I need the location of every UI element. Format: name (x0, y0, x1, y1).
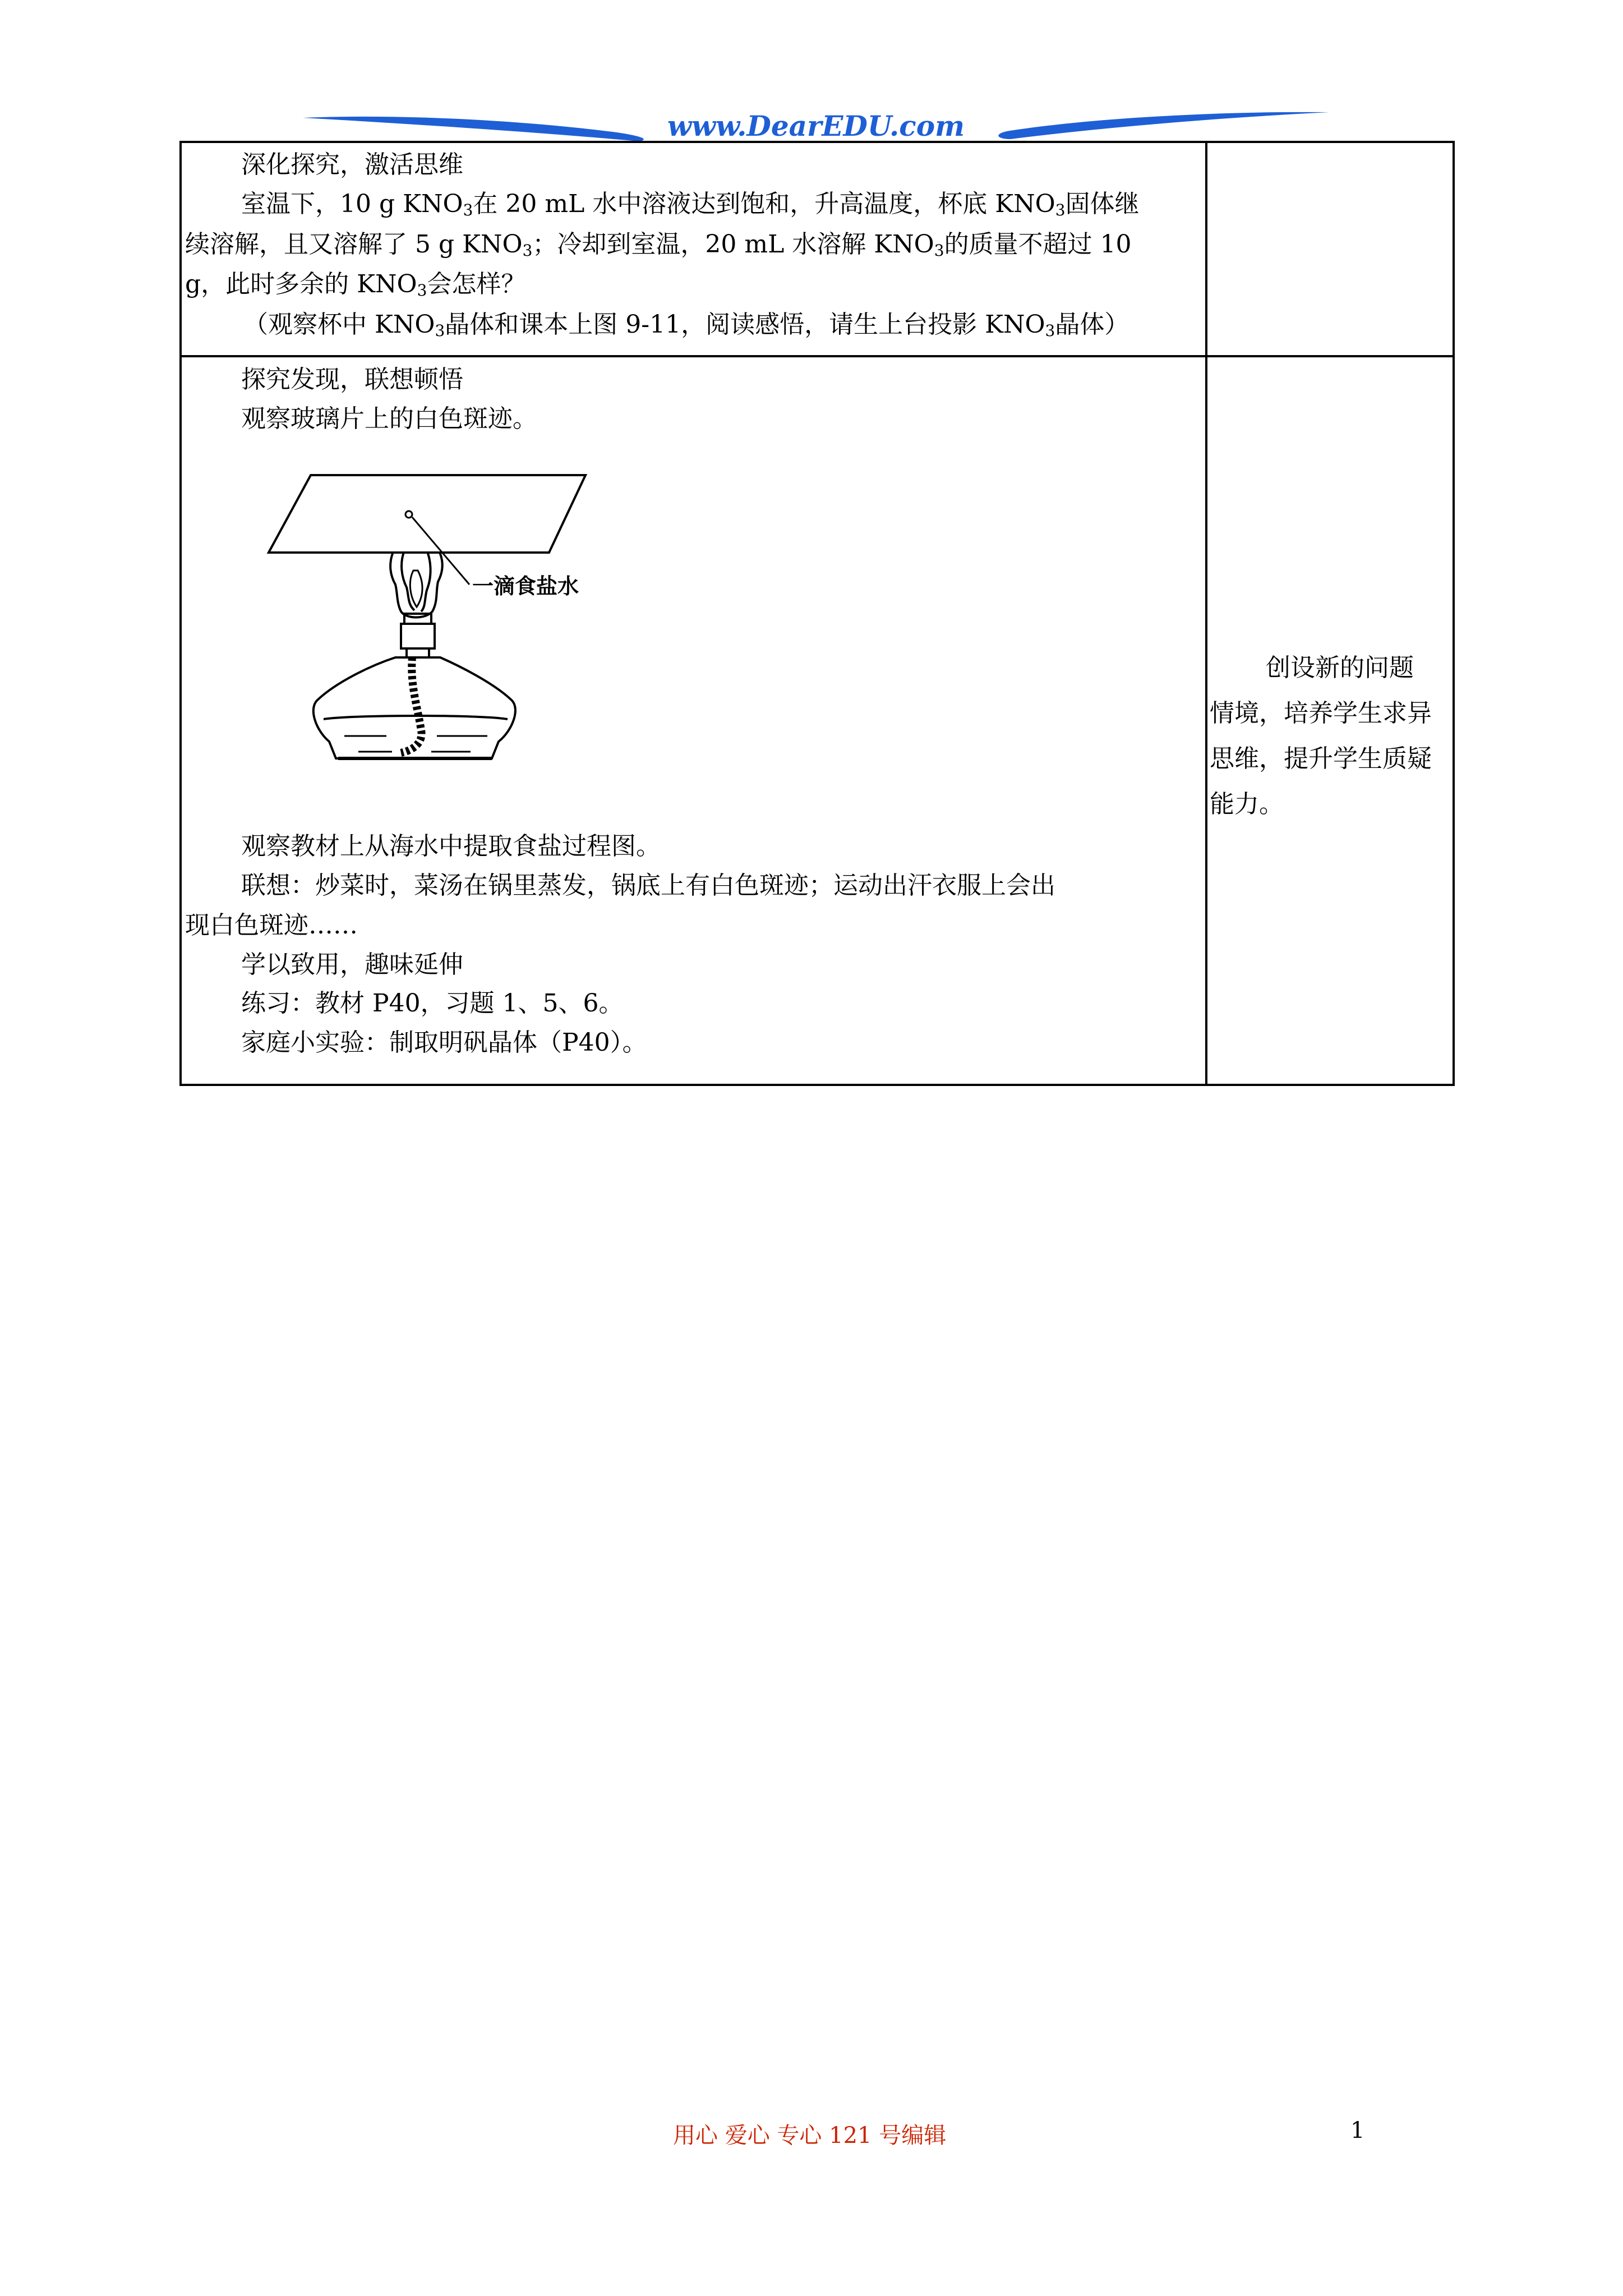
row2-content-cell (181, 356, 1206, 1085)
figure-label: 一滴食盐水 (472, 574, 579, 599)
note-line-4: 能力。 (1210, 790, 1284, 818)
row2-line-6: 学以致用，趣味延伸 (241, 950, 463, 979)
row1-line-3: 续溶解，且又溶解了 5 g $KNO_3$；冷却到室温，20 mL 水溶解 $KNO_3$的质量不超过 10 (185, 230, 1132, 260)
row2-line-4: 联想：炒菜时，菜汤在锅里蒸发，锅底上有白色斑迹；运动出汗衣服上会出 (241, 871, 1055, 900)
row1-note-cell (1206, 142, 1454, 356)
row2-line-3: 观察教材上从海水中提取食盐过程图。 (241, 832, 661, 861)
row2-line-2: 观察玻璃片上的白色斑迹。 (241, 404, 537, 433)
row2-line-5: 现白色斑迹…… (185, 911, 358, 940)
banner-swoosh-right (998, 112, 1329, 139)
table-row (181, 356, 1454, 1085)
salt-water-drop (405, 511, 412, 518)
note-line-1: 创设新的问题 (1266, 654, 1414, 682)
row2-note-cell (1206, 356, 1454, 1085)
row2-line-8: 家庭小实验：制取明矾晶体（P40）。 (241, 1028, 647, 1057)
banner-site-text: www.DearEDU.com (667, 109, 965, 142)
footer-text: 用心 爱心 专心 121 号编辑 (673, 2123, 947, 2148)
row1-line-5: （观察杯中 $KNO_3$晶体和课本上图 9-11，阅读感悟，请生上台投影 $KNO_3$晶体） (243, 310, 1129, 340)
site-banner (303, 105, 1329, 146)
row2-line-7: 练习：教材 P40，习题 1、5、6。 (241, 989, 624, 1018)
note-line-3: 思维，提升学生质疑 (1210, 744, 1432, 773)
lesson-table (179, 141, 1455, 1086)
note-line-2: 情境，培养学生求异 (1210, 699, 1432, 728)
banner-swoosh-left (303, 117, 644, 141)
teaching-note (1210, 645, 1454, 827)
page-number: 1 (1350, 2118, 1365, 2143)
row1-content-cell (181, 142, 1206, 356)
row1-line-1: 深化探究，激活思维 (241, 150, 463, 179)
table-row (181, 142, 1454, 356)
glass-plate (269, 475, 585, 553)
experiment-figure (257, 472, 616, 815)
row2-line-1: 探究发现，联想顿悟 (241, 365, 463, 394)
row1-line-2: 室温下，10 g $KNO_3$在 20 mL 水中溶液达到饱和，升高温度，杯底 $KNO_3$固体继 (241, 190, 1140, 219)
row1-line-4: g，此时多余的 $KNO_3$会怎样？ (185, 270, 526, 300)
